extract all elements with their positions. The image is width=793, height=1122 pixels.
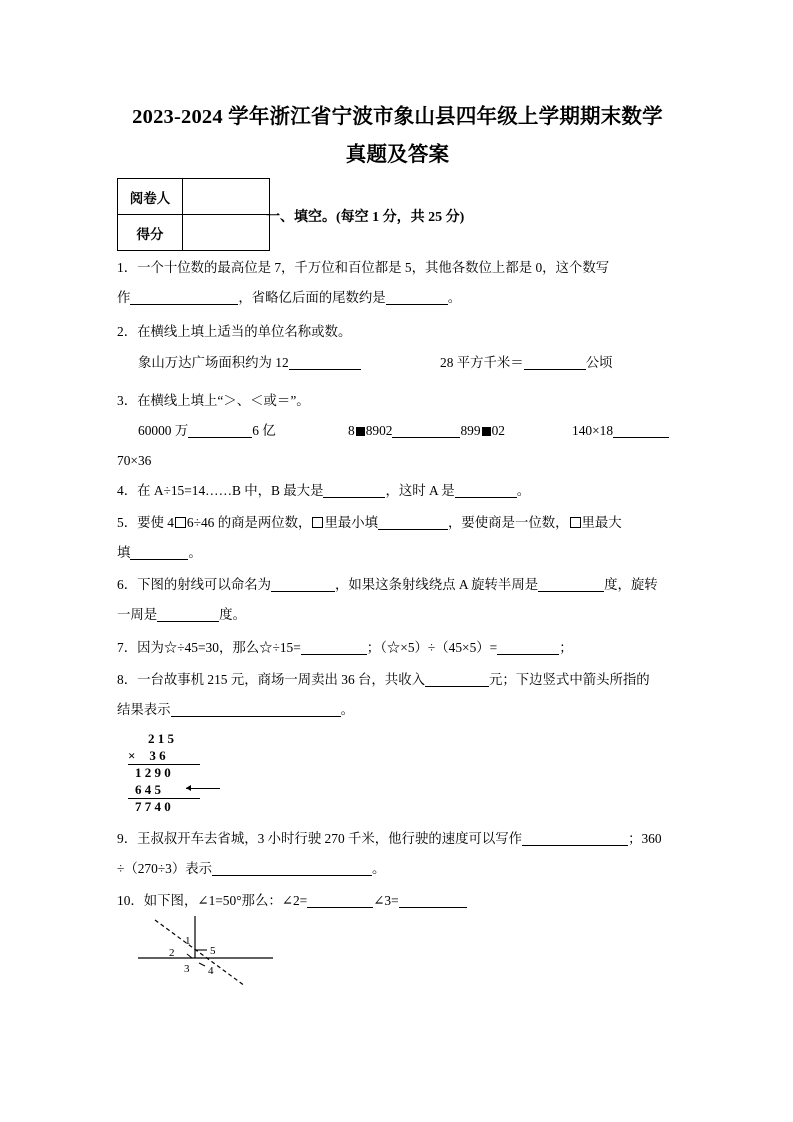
question-5-text-c: 里最小填	[324, 515, 379, 530]
answer-blank[interactable]	[157, 606, 219, 622]
title-line-1: 2023-2024 学年浙江省宁波市象山县四年级上学期期末数学	[132, 106, 663, 128]
question-1-line-1	[117, 253, 609, 283]
question-3-item-3	[572, 416, 669, 446]
partial-product-1: 1 2 9 0	[135, 765, 171, 780]
reviewer-value[interactable]	[183, 179, 270, 215]
answer-blank[interactable]	[386, 289, 448, 305]
multiplier-row	[128, 748, 200, 765]
question-3-item3-text-b: 70×36	[117, 453, 152, 468]
answer-blank[interactable]	[271, 576, 335, 592]
answer-blank[interactable]	[538, 576, 604, 592]
question-3-item1-text-a: 60000 万	[138, 423, 189, 438]
table-row	[118, 215, 270, 251]
question-7-text-c: ；	[559, 640, 573, 655]
question-8-text-c: 结果表示	[117, 702, 171, 717]
angle-mark-4	[199, 963, 205, 966]
angle-diagram	[133, 908, 298, 993]
answer-blank[interactable]	[130, 544, 188, 560]
product: 7 7 4 0	[135, 799, 171, 814]
answer-blank[interactable]	[497, 639, 559, 655]
question-2-item2-text-a: 28 平方千米＝	[440, 355, 524, 370]
question-3-item3-text-a: 140×18	[572, 423, 614, 438]
question-6-text-a: 6．下图的射线可以命名为	[117, 577, 271, 592]
filled-square-icon	[356, 427, 365, 436]
question-7-text-a: 7．因为☆÷45=30，那么☆÷15=	[117, 640, 301, 655]
score-value[interactable]	[183, 215, 270, 251]
question-1-text-b: 作	[117, 290, 131, 305]
question-9-line-2	[117, 854, 385, 884]
question-5-text-a: 5．要使 4	[117, 515, 174, 530]
question-3-item2-text-c: 899	[460, 423, 481, 438]
question-8-text-a: 8．一台故事机 215 元，商场一周卖出 36 台，共收入	[117, 672, 425, 687]
grading-table	[117, 178, 270, 251]
reviewer-label: 阅卷人	[118, 179, 183, 215]
question-6-text-c: 度，旋转	[604, 577, 658, 592]
answer-blank[interactable]	[323, 482, 385, 498]
open-square-icon	[312, 517, 323, 528]
question-2-item1-text: 象山万达广场面积约为 12	[138, 355, 289, 370]
question-2-item-2	[440, 348, 612, 378]
angle-label-3: 3	[184, 963, 190, 975]
partial-product-2-row	[128, 782, 200, 799]
question-9-line-1	[117, 824, 662, 854]
question-5-text-b: 6÷46 的商是两位数，	[186, 515, 312, 530]
question-4	[117, 476, 530, 506]
question-8-line-1	[117, 665, 650, 695]
answer-blank[interactable]	[212, 860, 372, 876]
question-3-stem	[117, 386, 310, 416]
question-8-line-2	[117, 695, 354, 725]
angle-label-4: 4	[208, 965, 214, 977]
question-1-text-d: 。	[447, 290, 462, 305]
answer-blank[interactable]	[289, 354, 361, 370]
question-4-text-a: 4．在 A÷15=14……B 中，B 最大是	[117, 483, 324, 498]
question-5-line-2	[117, 538, 202, 568]
question-4-text-c: 。	[516, 483, 531, 498]
question-3-item2-text-b: 8902	[365, 423, 393, 438]
answer-blank[interactable]	[171, 701, 341, 717]
question-2-item2-text-b: 公顷	[585, 355, 613, 370]
answer-blank[interactable]	[130, 289, 238, 305]
question-5-text-e: 里最大	[581, 515, 622, 530]
answer-blank[interactable]	[524, 354, 586, 370]
question-5-line-1	[117, 508, 622, 538]
left-arrow-icon	[186, 788, 220, 789]
open-square-icon	[570, 517, 581, 528]
angle-diagram-svg	[133, 908, 298, 993]
question-3-item2-text-a: 8	[348, 423, 355, 438]
filled-square-icon	[482, 427, 491, 436]
question-3-item-2	[348, 416, 505, 446]
answer-blank[interactable]	[378, 514, 448, 530]
question-9-text-a: 9．王叔叔开车去省城，3 小时行驶 270 千米，他行驶的速度可以写作	[117, 831, 523, 846]
question-3-text: 3．在横线上填上“＞、＜或＝”。	[117, 393, 310, 408]
question-5-text-f: 填	[117, 545, 131, 560]
question-2-item-1	[138, 348, 361, 378]
question-1-text-c: ，省略亿后面的尾数约是	[238, 290, 386, 305]
question-8-text-d: 。	[340, 702, 354, 717]
question-1-text-a: 1．一个十位数的最高位是 7，千万位和百位都是 5，其他各数位上都是 0，这个数写	[117, 260, 610, 275]
section-heading: 一、填空。(每空 1 分，共 25 分)	[266, 210, 465, 225]
title-line-2: 真题及答案	[345, 144, 450, 166]
page-title	[110, 98, 685, 174]
question-9-text-b: ；360	[628, 831, 662, 846]
question-5-text-g: 。	[188, 545, 202, 560]
multiplicand-row	[128, 731, 200, 748]
angle-label-1: 1	[185, 935, 191, 947]
question-5-text-d: ，要使商是一位数，	[448, 515, 569, 530]
partial-product-1-row	[128, 764, 200, 782]
question-1-line-2	[117, 283, 461, 313]
question-9-text-c: ÷（270÷3）表示	[117, 861, 213, 876]
question-4-text-b: ，这时 A 是	[385, 483, 455, 498]
question-3-item1-text-b: 6 亿	[252, 423, 276, 438]
question-6-line-1	[117, 570, 658, 600]
multiply-operator-icon: ×	[128, 747, 136, 763]
question-6-text-b: ，如果这条射线绕点 A 旋转半周是	[335, 577, 539, 592]
answer-blank[interactable]	[392, 422, 460, 438]
answer-blank[interactable]	[455, 482, 517, 498]
answer-blank[interactable]	[522, 830, 628, 846]
question-3-item-1	[138, 416, 276, 446]
open-square-icon	[175, 517, 186, 528]
question-3-item2-text-d: 02	[491, 423, 505, 438]
answer-blank[interactable]	[399, 892, 467, 908]
answer-blank[interactable]	[307, 892, 373, 908]
question-6-text-d: 一周是	[117, 607, 158, 622]
question-6-text-e: 度。	[219, 607, 246, 622]
partial-product-2: 6 4 5	[135, 781, 161, 797]
question-10-text-b: ∠3=	[373, 893, 399, 908]
question-8-text-b: 元；下边竖式中箭头所指的	[488, 672, 650, 687]
table-row	[118, 179, 270, 215]
multiplicand: 2 1 5	[148, 731, 174, 746]
question-2-stem	[117, 317, 351, 347]
answer-blank[interactable]	[188, 422, 252, 438]
question-10-text-a: 10．如下图，∠1=50°那么：∠2=	[117, 893, 308, 908]
multiplier: 3 6	[149, 747, 166, 763]
answer-blank[interactable]	[613, 422, 669, 438]
angle-label-5: 5	[210, 945, 216, 957]
score-label: 得分	[118, 215, 183, 251]
question-7-text-b: ；（☆×5）÷（45×5）=	[366, 640, 498, 655]
question-6-line-2	[117, 600, 246, 630]
question-2-text: 2．在横线上填上适当的单位名称或数。	[117, 324, 352, 339]
question-7	[117, 633, 573, 663]
vertical-multiplication	[128, 731, 200, 816]
question-3-item-3-cont	[117, 446, 151, 476]
question-9-text-d: 。	[372, 861, 386, 876]
answer-blank[interactable]	[301, 639, 367, 655]
answer-blank[interactable]	[425, 671, 489, 687]
product-row	[128, 798, 200, 816]
angle-label-2: 2	[169, 947, 175, 959]
